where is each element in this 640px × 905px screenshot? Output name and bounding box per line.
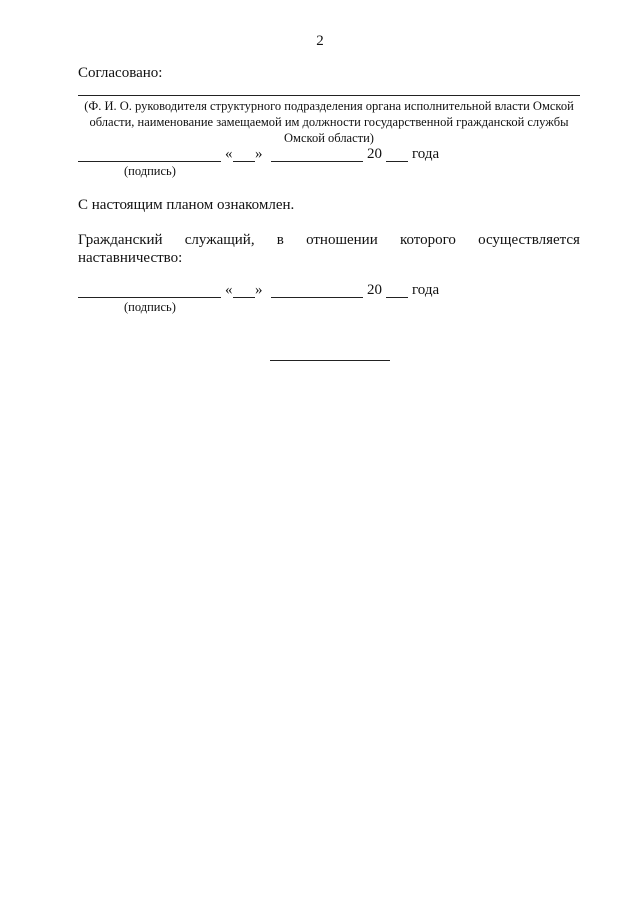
mentee-month-line [271, 297, 363, 298]
approver-month-line [271, 161, 363, 162]
mentee-year-line [386, 297, 408, 298]
mentee-word: Гражданский [78, 232, 163, 248]
approver-caption: (Ф. И. О. руководителя структурного подразделения органа исполнительной власти Омской области, наименование замещаемой им должности государственной гражданской службы Омской области) [84, 99, 574, 145]
approver-year-line [386, 161, 408, 162]
mentee-word: в [276, 232, 284, 248]
mentee-word: отношении [306, 232, 378, 248]
approver-year-suffix: года [412, 146, 440, 162]
approver-quote-close: » [255, 146, 263, 162]
mentee-year-suffix: года [412, 282, 440, 298]
closing-divider [270, 360, 390, 361]
approver-signature-caption: (подпись) [124, 164, 176, 178]
page-number: 2 [316, 33, 324, 49]
mentee-quote-close: » [255, 282, 263, 298]
mentee-word: служащий, [184, 232, 255, 248]
mentee-statement-line1 [78, 232, 580, 249]
approver-signature-line [78, 161, 221, 162]
mentee-signature-caption: (подпись) [124, 300, 176, 314]
approver-quote-open: « [225, 146, 233, 162]
mentee-statement-line2: наставничество: [78, 250, 183, 266]
mentee-word: которого [399, 232, 456, 248]
approval-heading: Согласовано: [78, 65, 163, 81]
approver-name-line [78, 95, 580, 96]
mentee-signature-line [78, 297, 221, 298]
mentee-word: осуществляется [478, 232, 580, 248]
mentee-year-prefix: 20 [367, 282, 382, 298]
approver-day-line [233, 161, 255, 162]
approver-year-prefix: 20 [367, 146, 382, 162]
acknowledgement-text: С настоящим планом ознакомлен. [78, 197, 295, 213]
mentee-quote-open: « [225, 282, 233, 298]
mentee-day-line [233, 297, 255, 298]
